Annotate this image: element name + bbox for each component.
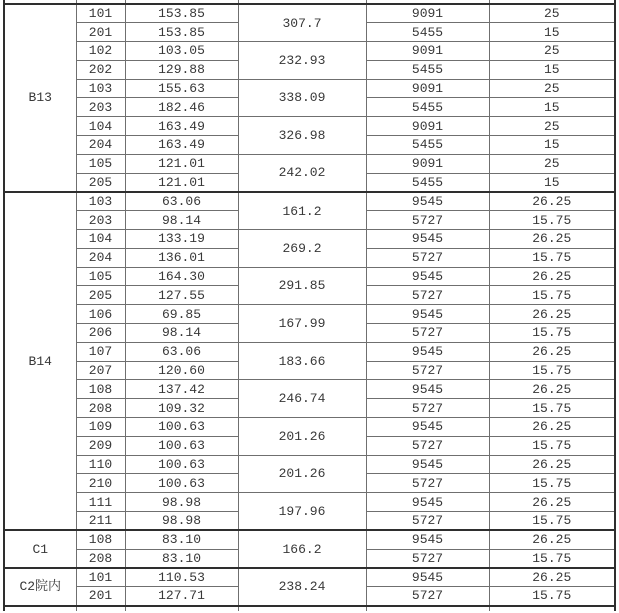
rate-cell [489, 606, 615, 611]
area-cell: 63.06 [125, 342, 238, 361]
area-cell: 164.30 [125, 267, 238, 286]
building-cell: B13 [4, 4, 76, 192]
combined-area-cell: 238.24 [238, 568, 366, 606]
room-number-cell: 208 [76, 549, 125, 568]
table-row [4, 230, 615, 249]
table-row [4, 380, 615, 399]
table-row [4, 192, 615, 211]
room-number-cell: 211 [76, 512, 125, 531]
rate-cell: 26.25 [489, 305, 615, 324]
area-cell [125, 606, 238, 611]
table-row [4, 342, 615, 361]
table-row [4, 530, 615, 549]
amount-cell: 9091 [366, 4, 489, 23]
area-cell: 83.10 [125, 530, 238, 549]
table-row [4, 568, 615, 587]
amount-cell: 9545 [366, 305, 489, 324]
table-row [4, 42, 615, 61]
amount-cell: 5727 [366, 587, 489, 606]
room-number-cell: 204 [76, 248, 125, 267]
combined-area-cell: 161.2 [238, 192, 366, 230]
area-cell: 127.55 [125, 286, 238, 305]
rate-cell: 26.25 [489, 267, 615, 286]
area-cell: 155.63 [125, 79, 238, 98]
room-number-cell: 105 [76, 267, 125, 286]
amount-cell: 5455 [366, 173, 489, 192]
combined-area-cell: 197.96 [238, 493, 366, 531]
rate-cell: 15.75 [489, 211, 615, 230]
rate-cell: 26.25 [489, 230, 615, 249]
room-number-cell: 210 [76, 474, 125, 493]
rate-cell: 15.75 [489, 512, 615, 531]
rate-cell: 25 [489, 154, 615, 173]
rate-cell: 15 [489, 60, 615, 79]
table-row [4, 154, 615, 173]
amount-cell: 9545 [366, 530, 489, 549]
rate-cell: 15.75 [489, 587, 615, 606]
table-row [4, 493, 615, 512]
amount-cell: 5727 [366, 512, 489, 531]
room-number-cell: 106 [76, 305, 125, 324]
rate-cell: 15.75 [489, 474, 615, 493]
combined-area-cell: 338.09 [238, 79, 366, 117]
table-row [4, 418, 615, 437]
area-cell: 98.98 [125, 512, 238, 531]
area-cell: 153.85 [125, 23, 238, 42]
room-number-cell: 205 [76, 286, 125, 305]
combined-area-cell: 269.2 [238, 230, 366, 268]
room-number-cell: 101 [76, 568, 125, 587]
area-cell: 100.63 [125, 418, 238, 437]
building-cell: C2院内 [4, 568, 76, 606]
combined-area-cell: 246.74 [238, 380, 366, 418]
amount-cell: 5727 [366, 286, 489, 305]
room-number-cell: 103 [76, 79, 125, 98]
area-table [3, 0, 616, 611]
combined-area-cell: 201.26 [238, 455, 366, 493]
room-number-cell: 209 [76, 436, 125, 455]
area-cell: 133.19 [125, 230, 238, 249]
area-cell: 110.53 [125, 568, 238, 587]
room-number-cell: 107 [76, 342, 125, 361]
rate-cell: 15.75 [489, 436, 615, 455]
area-cell: 69.85 [125, 305, 238, 324]
combined-area-cell: 167.99 [238, 305, 366, 343]
table-row [4, 267, 615, 286]
rate-cell: 25 [489, 42, 615, 61]
building-cell: C1 [4, 530, 76, 568]
table-row [4, 79, 615, 98]
room-number-cell: 109 [76, 418, 125, 437]
room-number-cell [76, 606, 125, 611]
table-row [4, 305, 615, 324]
area-cell: 163.49 [125, 136, 238, 155]
rate-cell: 15.75 [489, 324, 615, 343]
room-number-cell: 204 [76, 136, 125, 155]
room-number-cell: 202 [76, 60, 125, 79]
area-cell: 83.10 [125, 549, 238, 568]
rate-cell: 15.75 [489, 361, 615, 380]
rate-cell: 26.25 [489, 493, 615, 512]
room-number-cell: 207 [76, 361, 125, 380]
amount-cell: 9545 [366, 230, 489, 249]
room-number-cell: 102 [76, 42, 125, 61]
rate-cell: 26.25 [489, 380, 615, 399]
building-cell [4, 606, 76, 611]
area-cell: 129.88 [125, 60, 238, 79]
building-cell: B14 [4, 192, 76, 530]
amount-cell: 9091 [366, 154, 489, 173]
amount-cell: 9091 [366, 42, 489, 61]
rate-cell: 15 [489, 136, 615, 155]
amount-cell: 9545 [366, 380, 489, 399]
amount-cell: 5727 [366, 324, 489, 343]
area-cell: 163.49 [125, 117, 238, 136]
combined-area-cell: 166.2 [238, 530, 366, 568]
amount-cell: 9545 [366, 342, 489, 361]
room-number-cell: 208 [76, 399, 125, 418]
rate-cell: 26.25 [489, 455, 615, 474]
rate-cell: 25 [489, 117, 615, 136]
area-cell: 109.32 [125, 399, 238, 418]
combined-area-cell: 232.93 [238, 42, 366, 80]
rate-cell: 25 [489, 4, 615, 23]
area-cell: 103.05 [125, 42, 238, 61]
amount-cell: 9091 [366, 117, 489, 136]
amount-cell: 5727 [366, 474, 489, 493]
rate-cell: 15.75 [489, 286, 615, 305]
amount-cell: 5455 [366, 136, 489, 155]
area-cell: 63.06 [125, 192, 238, 211]
rate-cell: 15.75 [489, 549, 615, 568]
room-number-cell: 108 [76, 380, 125, 399]
room-number-cell: 201 [76, 23, 125, 42]
room-number-cell: 103 [76, 192, 125, 211]
table-row [4, 117, 615, 136]
area-cell: 120.60 [125, 361, 238, 380]
combined-area-cell: 201.26 [238, 418, 366, 456]
rate-cell: 26.25 [489, 568, 615, 587]
amount-cell: 5727 [366, 399, 489, 418]
area-cell: 153.85 [125, 4, 238, 23]
rate-cell: 25 [489, 79, 615, 98]
area-cell: 98.14 [125, 324, 238, 343]
amount-cell: 5727 [366, 549, 489, 568]
room-number-cell: 201 [76, 587, 125, 606]
table-row [4, 4, 615, 23]
combined-area-cell: 326.98 [238, 117, 366, 155]
amount-cell: 5727 [366, 436, 489, 455]
amount-cell: 5455 [366, 60, 489, 79]
amount-cell: 5455 [366, 23, 489, 42]
amount-cell: 9545 [366, 493, 489, 512]
amount-cell [366, 606, 489, 611]
combined-area-cell [238, 606, 366, 611]
rate-cell: 15 [489, 173, 615, 192]
area-cell: 182.46 [125, 98, 238, 117]
area-cell: 98.98 [125, 493, 238, 512]
room-number-cell: 205 [76, 173, 125, 192]
area-cell: 136.01 [125, 248, 238, 267]
rate-cell: 26.25 [489, 192, 615, 211]
amount-cell: 5455 [366, 98, 489, 117]
area-cell: 121.01 [125, 154, 238, 173]
area-cell: 100.63 [125, 455, 238, 474]
combined-area-cell: 183.66 [238, 342, 366, 380]
area-cell: 137.42 [125, 380, 238, 399]
rate-cell: 26.25 [489, 342, 615, 361]
room-number-cell: 206 [76, 324, 125, 343]
table-body [4, 0, 615, 611]
rate-cell: 15 [489, 23, 615, 42]
area-cell: 121.01 [125, 173, 238, 192]
room-number-cell: 104 [76, 117, 125, 136]
room-number-cell: 104 [76, 230, 125, 249]
combined-area-cell: 242.02 [238, 154, 366, 192]
rate-cell: 15.75 [489, 399, 615, 418]
room-number-cell: 108 [76, 530, 125, 549]
rate-cell: 15 [489, 98, 615, 117]
room-number-cell: 111 [76, 493, 125, 512]
combined-area-cell: 291.85 [238, 267, 366, 305]
room-number-cell: 105 [76, 154, 125, 173]
rate-cell: 26.25 [489, 530, 615, 549]
combined-area-cell: 307.7 [238, 4, 366, 42]
amount-cell: 9545 [366, 418, 489, 437]
amount-cell: 9545 [366, 192, 489, 211]
area-cell: 127.71 [125, 587, 238, 606]
rate-cell: 26.25 [489, 418, 615, 437]
partial-row-bottom [4, 606, 615, 611]
amount-cell: 5727 [366, 361, 489, 380]
table-row [4, 455, 615, 474]
room-number-cell: 101 [76, 4, 125, 23]
amount-cell: 9545 [366, 267, 489, 286]
amount-cell: 9545 [366, 568, 489, 587]
room-number-cell: 203 [76, 98, 125, 117]
amount-cell: 5727 [366, 211, 489, 230]
amount-cell: 5727 [366, 248, 489, 267]
room-number-cell: 110 [76, 455, 125, 474]
area-cell: 98.14 [125, 211, 238, 230]
amount-cell: 9091 [366, 79, 489, 98]
area-cell: 100.63 [125, 436, 238, 455]
rate-cell: 15.75 [489, 248, 615, 267]
room-number-cell: 203 [76, 211, 125, 230]
area-cell: 100.63 [125, 474, 238, 493]
amount-cell: 9545 [366, 455, 489, 474]
